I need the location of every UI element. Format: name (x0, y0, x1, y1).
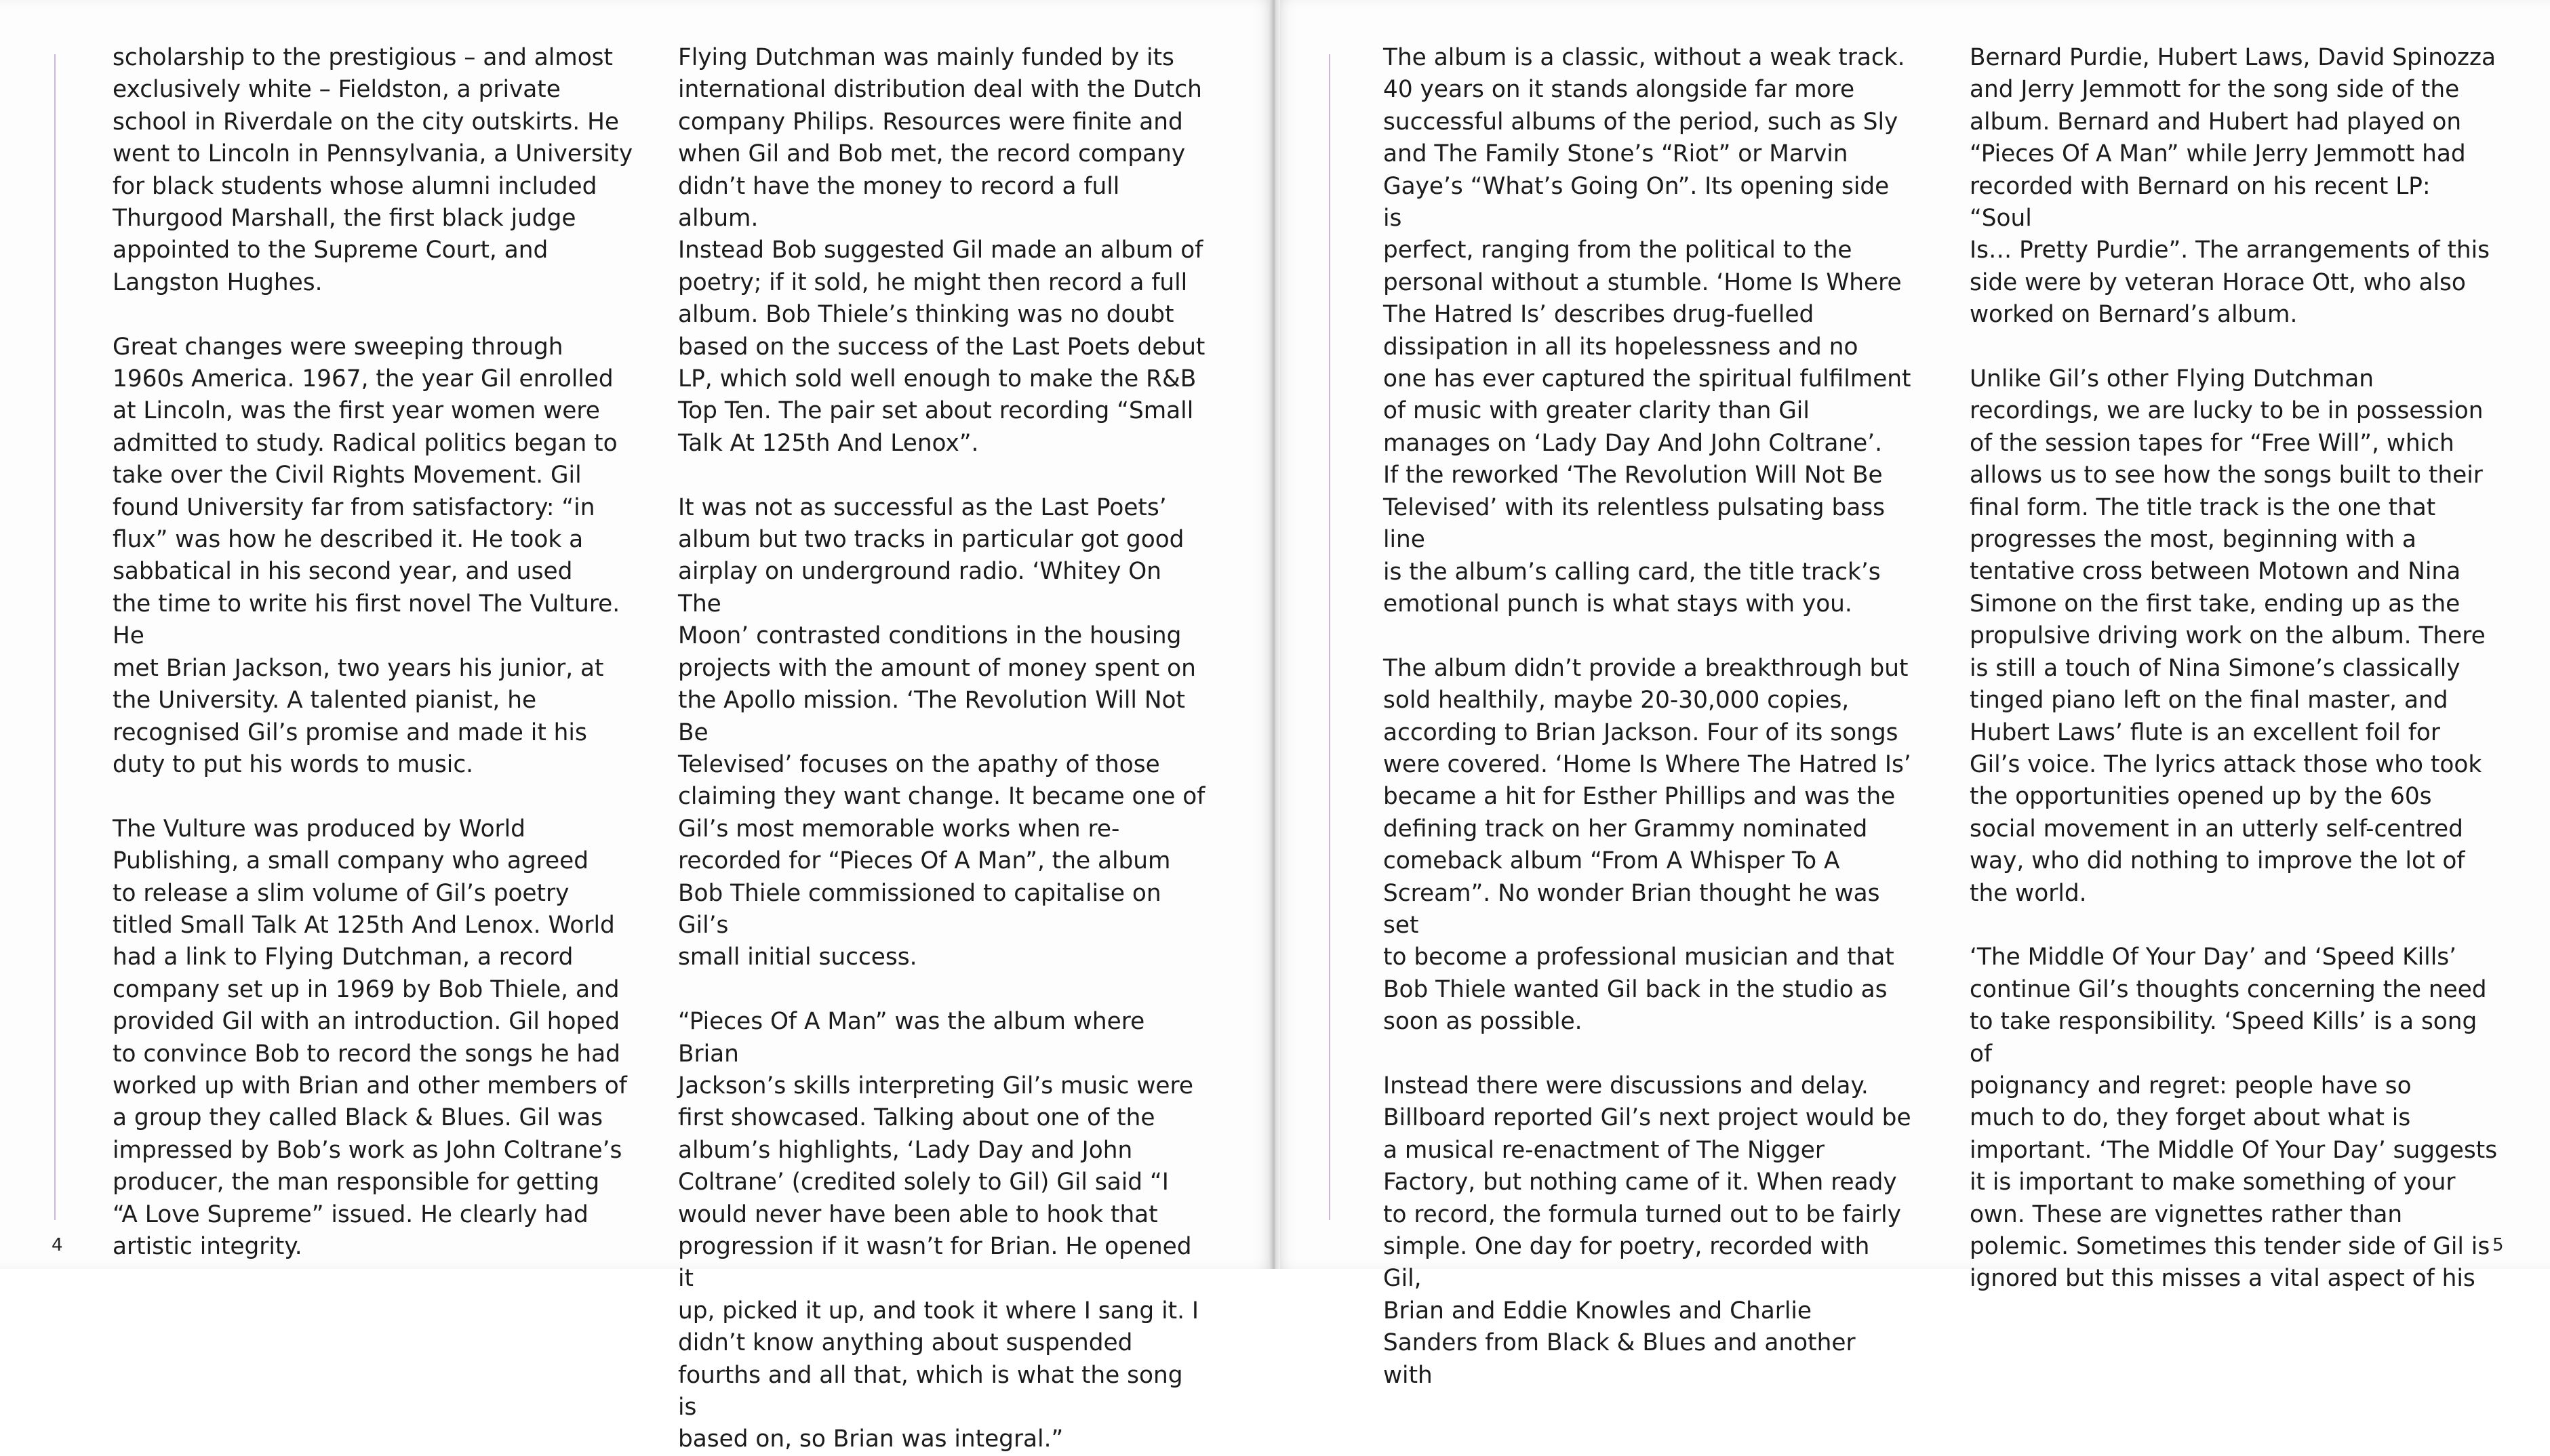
paragraph: Great changes were sweeping through 1960s America. 1967, the year Gil enrolled at Lincoln, was the first year women were admitted to study. Radical politics began to take over the Civil Rights Movement. Gil found University far from satisfactory: “in flux” was how he described it. He took a sabbatical in his second year, and used the time to write his first novel The Vulture. He met Brian Jackson, two years his junior, at the University. A talented pianist, he recognised Gil’s promise and made it his duty to put his words to music. (113, 333, 620, 778)
paragraph: Flying Dutchman was mainly funded by its international distribution deal with the Dutch company Philips. Resources were finite and when Gil and Bob met, the record company didn’t have the money to record a full album. Instead Bob suggested Gil made an album of poetry; if it sold, he might then record a full album. Bob Thiele’s thinking was no doubt based on the success of the Last Poets debut LP, which sold well enough to make the R&B Top Ten. The pair set about recording “Small Talk At 125th And Lenox”. (678, 44, 1206, 457)
text-column-1 (113, 42, 641, 1263)
paragraph: Bernard Purdie, Hubert Laws, David Spinozza and Jerry Jemmott for the song side of the album. Bernard and Hubert had played on “Pieces Of A Man” while Jerry Jemmott had recorded with Bernard on his recent LP: “Soul Is… Pretty Purdie”. The arrangements of this side were by veteran Horace Ott, who also worked on Bernard’s album. (1970, 44, 2496, 329)
left-page (0, 0, 1275, 1453)
text-column-3 (1383, 42, 1912, 1392)
paragraph: ‘The Middle Of Your Day’ and ‘Speed Kills’ continue Gil’s thoughts concerning the need to take responsibility. ‘Speed Kills’ is a song of poignancy and regret: people have so much to do, they forget about what is important. ‘The Middle Of Your Day’ suggests it is important to make something of your own. These are vignettes rather than polemic. Sometimes this tender side of Gil is ignored but this misses a vital aspect of his (1970, 944, 2498, 1293)
paragraph: scholarship to the prestigious – and almost exclusively white – Fieldston, a private school in Riverdale on the city outskirts. He went to Lincoln in Pennsylvania, a University for black students whose alumni included Thurgood Marshall, the first black judge appointed to the Supreme Court, and Langston Hughes. (113, 44, 633, 296)
left-margin-rule (54, 54, 56, 1220)
paragraph: Instead there were discussions and delay. Billboard reported Gil’s next project would be a musical re-enactment of The Nigger Factory, but nothing came of it. When ready to record, the formula turned out to be fairly simple. One day for poetry, recorded with Gil, Brian and Eddie Knowles and Charlie Sanders from Black & Blues and another with (1383, 1072, 1911, 1389)
paragraph: The Vulture was produced by World Publishing, a small company who agreed to release a slim volume of Gil’s poetry titled Small Talk At 125th And Lenox. World had a link to Flying Dutchman, a record company set up in 1969 by Bob Thiele, and provided Gil with an introduction. Gil hoped to convince Bob to record the songs he had worked up with Brian and other members of a group they called Black & Blues. Gil was impressed by Bob’s work as John Coltrane’s producer, the man responsible for getting “A Love Supreme” issued. He clearly had artistic integrity. (113, 815, 627, 1260)
paragraph: The album didn’t provide a breakthrough but sold healthily, maybe 20-30,000 copies, according to Brian Jackson. Four of its songs were covered. ‘Home Is Where The Hatred Is’ became a hit for Esther Phillips and was the defining track on her Grammy nominated comeback album “From A Whisper To A Scream”. No wonder Brian thought he was set to become a professional musician and that Bob Thiele wanted Gil back in the studio as soon as possible. (1383, 654, 1911, 1036)
right-margin-rule (1329, 54, 1330, 1220)
paragraph: Unlike Gil’s other Flying Dutchman recordings, we are lucky to be in possession of the session tapes for “Free Will”, which allows us to see how the songs built to their final form. The title track is the one that progresses the most, beginning with a tentative cross between Motown and Nina Simone on the first take, ending up as the propulsive driving work on the album. There is still a touch of Nina Simone’s classically tinged piano left on the final master, and Hubert Laws’ flute is an excellent foil for Gil’s voice. The lyrics attack those who took the opportunities opened up by the 60s social movement in an utterly self-centred way, who did nothing to improve the lot of the world. (1970, 365, 2486, 907)
paragraph: It was not as successful as the Last Poets’ album but two tracks in particular got good airplay on underground radio. ‘Whitey On The Moon’ contrasted conditions in the housing projects with the amount of money spent on the Apollo mission. ‘The Revolution Will Not Be Televised’ focuses on the apathy of those claiming they want change. It became one of Gil’s most memorable works when re- recorded for “Pieces Of A Man”, the album Bob Thiele commissioned to capitalise on Gil’s small initial success. (678, 493, 1206, 971)
paragraph: The album is a classic, without a weak track. 40 years on it stands alongside far more successful albums of the period, such as Sly and The Family Stone’s “Riot” or Marvin Gaye’s “What’s Going On”. Its opening side is perfect, ranging from the political to the personal without a stumble. ‘Home Is Where The Hatred Is’ describes drug-fuelled dissipation in all its hopelessness and no one has ever captured the spiritual fulfilment of music with greater clarity than Gil manages on ‘Lady Day And John Coltrane’. If the reworked ‘The Revolution Will Not Be Televised’ with its relentless pulsating bass line is the album’s calling card, the title track’s emotional punch is what stays with you. (1383, 44, 1911, 618)
text-column-2 (678, 42, 1207, 1456)
center-fold (1269, 0, 1280, 1269)
text-column-4 (1970, 42, 2498, 1295)
paragraph: “Pieces Of A Man” was the album where Brian Jackson’s skills interpreting Gil’s music were first showcased. Talking about one of the album’s highlights, ‘Lady Day and John Coltrane’ (credited solely to Gil) Gil said “I would never have been able to hook that progression if it wasn’t for Brian. He opened it up, picked it up, and took it where I sang it. I didn’t know anything about suspended fourths and all that, which is what the song is based on, so Brian was integral.” (678, 1008, 1199, 1453)
page-number-left: 4 (52, 1235, 63, 1255)
page-number-right: 5 (2492, 1235, 2504, 1255)
